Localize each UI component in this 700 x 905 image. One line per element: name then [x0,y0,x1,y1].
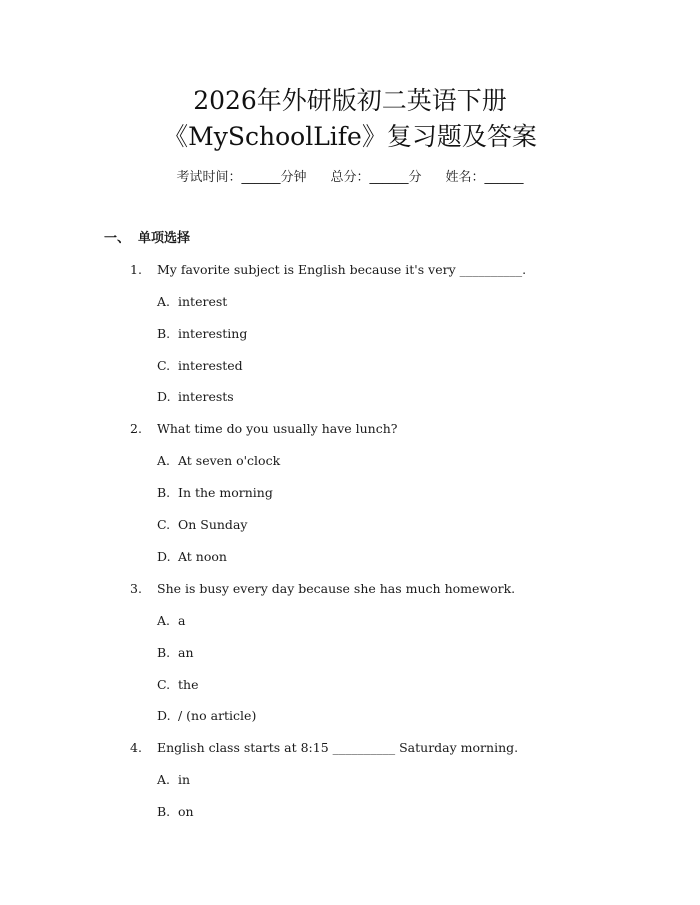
question-number: 1. [130,262,142,277]
option-text: the [178,677,199,692]
question-text: What time do you usually have lunch? [157,421,398,436]
question-1-option-d [157,388,234,406]
question-1-option-b [157,325,247,343]
option-key: D. [157,389,171,404]
question-3-option-d [157,707,256,725]
question-4-option-b [157,803,194,821]
option-key: A. [157,294,171,309]
question-number: 3. [130,581,142,596]
question-2-option-b [157,484,273,502]
question-text: English class starts at 8:15 __________ Saturday morning. [157,740,519,755]
question-2-option-c [157,516,247,534]
question-1 [130,261,526,279]
document-title-line-1: 2026年外研版初二英语下册 [193,86,507,115]
option-key: B. [157,804,171,819]
question-2-option-a [157,452,280,470]
option-text: At noon [178,549,227,564]
question-2 [130,420,398,438]
question-text: She is busy every day because she has much homework. [157,581,516,596]
option-key: A. [157,772,171,787]
option-key: D. [157,549,171,564]
question-text: My favorite subject is English because it's very __________. [157,262,527,277]
option-text: interest [178,294,228,309]
question-4 [130,739,518,757]
section-number: 一、 [104,231,131,246]
student-name-field: 姓名：______ [445,170,524,185]
question-3-option-a [157,612,185,630]
option-key: C. [157,517,171,532]
option-text: on [178,804,194,819]
option-key: A. [157,613,171,628]
option-text: a [178,613,186,628]
option-text: an [178,645,194,660]
question-number: 4. [130,740,142,755]
option-text: interesting [178,326,248,341]
option-key: D. [157,708,171,723]
section-heading [104,229,190,249]
question-3-option-c [157,676,198,694]
question-4-option-a [157,771,190,789]
option-key: B. [157,326,171,341]
exam-score-field: 总分：______分 [330,170,422,185]
option-key: A. [157,453,171,468]
option-text: In the morning [178,485,273,500]
option-text: / (no article) [178,708,257,723]
option-text: At seven o'clock [178,453,281,468]
question-1-option-c [157,357,243,375]
option-key: B. [157,485,171,500]
question-1-option-a [157,293,227,311]
question-3 [130,580,515,598]
option-text: in [178,772,191,787]
exam-time-field: 考试时间：______分钟 [176,170,307,185]
option-key: C. [157,358,171,373]
section-title: 单项选择 [138,231,191,246]
question-2-option-d [157,548,227,566]
option-text: interested [178,358,243,373]
exam-info [0,168,700,188]
document-title-line-2: 《MySchoolLife》复习题及答案 [163,122,537,151]
option-key: C. [157,677,171,692]
option-text: interests [178,389,234,404]
option-key: B. [157,645,171,660]
option-text: On Sunday [178,517,248,532]
question-number: 2. [130,421,142,436]
question-3-option-b [157,644,194,662]
